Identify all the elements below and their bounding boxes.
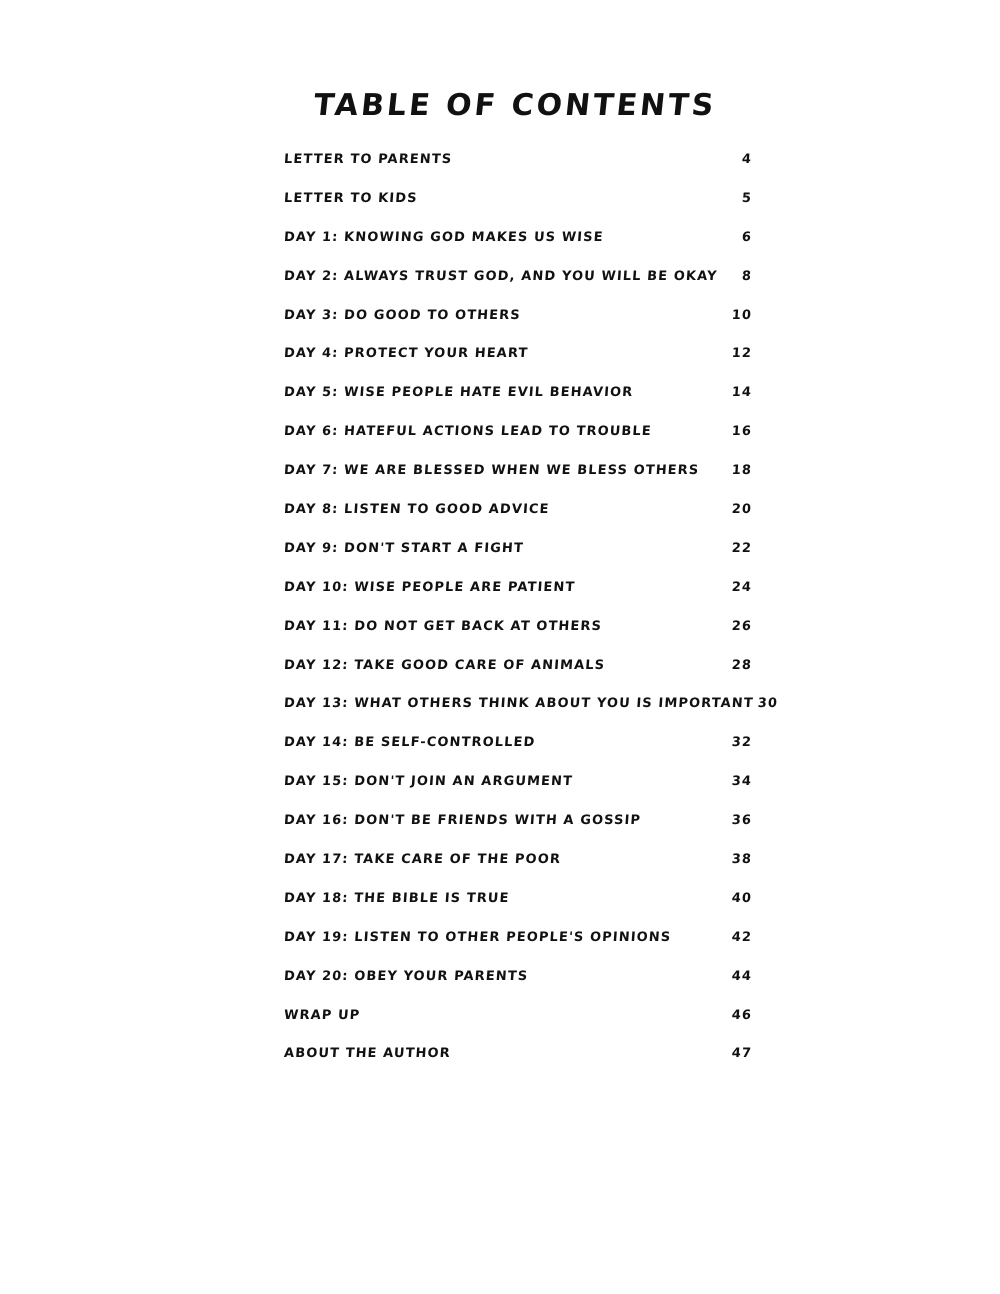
toc-entry-page: 18	[731, 463, 753, 479]
toc-entry-day-9	[284, 539, 752, 578]
toc-entry-label: DAY 4: PROTECT YOUR HEART	[283, 346, 529, 362]
toc-entry-label: DAY 7: WE ARE BLESSED WHEN WE BLESS OTHERS	[283, 463, 700, 479]
toc-entry-day-16	[284, 811, 752, 850]
toc-entry-day-19	[284, 928, 752, 967]
toc-entry-label: DAY 17: TAKE CARE OF THE POOR	[283, 852, 562, 868]
toc-entry-label: DAY 6: HATEFUL ACTIONS LEAD TO TROUBLE	[283, 424, 653, 440]
toc-entry-day-6	[284, 422, 752, 461]
toc-entry-page: 22	[731, 540, 753, 556]
toc-entry-day-12	[284, 656, 752, 695]
toc-entry-page: 10	[731, 307, 753, 323]
toc-entry-label: DAY 10: WISE PEOPLE ARE PATIENT	[283, 579, 576, 595]
toc-entry-label: DAY 11: DO NOT GET BACK AT OTHERS	[283, 618, 603, 634]
toc-entry-page: 26	[731, 618, 753, 634]
toc-entry-label: DAY 15: DON'T JOIN AN ARGUMENT	[283, 774, 574, 790]
toc-entry-day-3	[284, 306, 752, 345]
toc-entry-label: DAY 1: KNOWING GOD MAKES US WISE	[283, 229, 605, 245]
toc-entry-label: LETTER TO PARENTS	[283, 152, 453, 167]
toc-entry-page: 16	[731, 424, 753, 440]
toc-entry-page: 42	[731, 929, 753, 945]
toc-entry-label: ABOUT THE AUTHOR	[283, 1046, 452, 1062]
toc-entry-day-7	[284, 461, 752, 500]
toc-entry-page: 32	[731, 735, 753, 751]
toc-entry-page: 12	[731, 346, 753, 362]
toc-entry-about-the-author	[284, 1044, 752, 1083]
toc-entry-day-11	[284, 617, 752, 656]
toc-entry-page: 40	[731, 890, 753, 906]
toc-entry-page: 5	[741, 190, 753, 206]
toc-entry-day-5	[284, 383, 752, 422]
toc-list	[283, 150, 779, 1083]
toc-entry-day-8	[284, 500, 752, 539]
toc-entry-label: DAY 14: BE SELF-CONTROLLED	[283, 735, 536, 751]
toc-entry-label: DAY 2: ALWAYS TRUST GOD, AND YOU WILL BE OKAY	[283, 268, 719, 284]
toc-entry-label: WRAP UP	[283, 1007, 361, 1023]
toc-entry-label: DAY 16: DON'T BE FRIENDS WITH A GOSSIP	[283, 813, 642, 829]
toc-entry-day-15	[284, 772, 752, 811]
toc-entry-page: 20	[731, 502, 753, 518]
toc-entry-page: 14	[731, 385, 753, 401]
toc-entry-letter-to-parents	[284, 150, 752, 189]
toc-entry-label: DAY 13: WHAT OTHERS THINK ABOUT YOU IS IMPORTANT	[283, 696, 755, 712]
toc-entry-page: 34	[731, 774, 753, 790]
toc-entry-label: DAY 12: TAKE GOOD CARE OF ANIMALS	[283, 657, 606, 673]
toc-entry-page: 47	[731, 1046, 753, 1062]
toc-entry-page: 6	[741, 229, 753, 245]
toc-entry-page: 4	[741, 152, 753, 167]
toc-entry-page: 28	[731, 657, 753, 673]
toc-entry-page: 36	[731, 813, 753, 829]
toc-entry-day-4	[284, 344, 752, 383]
toc-entry-day-10	[284, 578, 752, 617]
page-title: TABLE OF CONTENTS	[311, 88, 719, 123]
toc-entry-page: 46	[731, 1007, 753, 1023]
toc-entry-day-13	[283, 694, 779, 733]
toc-entry-wrap-up	[284, 1006, 752, 1045]
toc-entry-label: LETTER TO KIDS	[283, 190, 419, 206]
toc-entry-page: 30	[756, 696, 779, 712]
toc-entry-day-1	[284, 228, 752, 267]
toc-entry-letter-to-kids	[284, 189, 752, 228]
toc-entry-label: DAY 5: WISE PEOPLE HATE EVIL BEHAVIOR	[283, 385, 634, 401]
toc-entry-page: 44	[731, 968, 753, 984]
toc-entry-label: DAY 3: DO GOOD TO OTHERS	[283, 307, 522, 323]
toc-entry-day-14	[284, 733, 752, 772]
toc-entry-page: 8	[741, 268, 753, 284]
toc-entry-label: DAY 18: THE BIBLE IS TRUE	[283, 890, 510, 906]
toc-entry-page: 24	[731, 579, 753, 595]
toc-entry-page: 38	[731, 852, 753, 868]
toc-entry-label: DAY 9: DON'T START A FIGHT	[283, 540, 525, 556]
toc-entry-day-18	[284, 889, 752, 928]
toc-entry-label: DAY 20: OBEY YOUR PARENTS	[283, 968, 529, 984]
toc-entry-label: DAY 8: LISTEN TO GOOD ADVICE	[283, 502, 551, 518]
toc-entry-day-17	[284, 850, 752, 889]
toc-entry-day-20	[284, 967, 752, 1006]
toc-entry-day-2	[284, 267, 752, 306]
toc-entry-label: DAY 19: LISTEN TO OTHER PEOPLE'S OPINIONS	[283, 929, 672, 945]
